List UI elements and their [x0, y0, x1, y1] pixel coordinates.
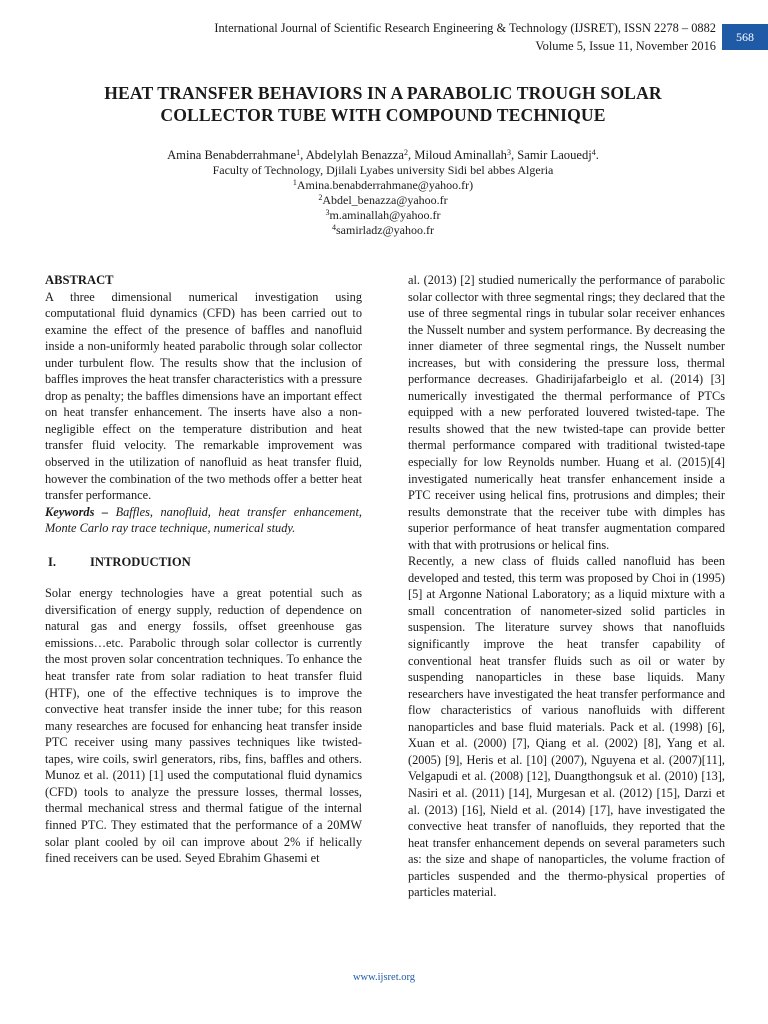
email-mark: 3 — [325, 208, 330, 217]
author-name: Samir Laouedj — [517, 148, 592, 162]
author-list — [40, 147, 726, 163]
email-3[interactable] — [40, 208, 726, 223]
author-3 — [414, 148, 517, 162]
email-address[interactable]: samirladz@yahoo.fr — [335, 223, 434, 237]
author-separator: , — [510, 148, 518, 162]
abstract-heading: ABSTRACT — [45, 273, 114, 287]
introduction-paragraph-2: al. (2013) [2] studied numerically the performance of parabolic solar collector with three segmental rings; they declared that the use of three segmental rings in tubular solar receiver enhances the Nusselt number and system performance. By decreasing the inner diameter of three segmental rings, the Nusselt number increases, but with considering the pressure loss, thermal performance decreases. Ghadirijafarbeiglo et al. (2014) [3] numerically investigated the thermal performance of PTCs equipped with a new perforated louvered twisted-tape. The results showed that the new twisted-tape can provide better thermal performance compared with traditional twisted-tape especially for low Reynolds number. Huang et al. (2015)[4] investigated numerically heat transfer enhancement inside a PTC receiver using helical fins, protrusions and dimples; their results demonstrate that the receiver tube with dimples has superior performance of heat transfer augmentation compared with that with protrusions or helical fins. — [408, 273, 725, 552]
email-4[interactable] — [40, 223, 726, 238]
introduction-paragraph-1: Solar energy technologies have a great potential such as diversification of energy supply, reduction of dependence on natural gas and energy fossils, offset greenhouse gas emissions…etc. Parabolic through solar collector is currently the most proven solar concentration techniques. To enhance the heat transfer rate from solar radiation to heat transfer fluid (HTF), one of the effective techniques is to improve the convective heat transfer inside the inner tube; for this reason many researches are focused for enhancing heat transfer inside PTC receiver using many passives techniques like twisted-tapes, wire coils, swirl generators, ribs, fins, baffles and others. Munoz et al. (2011) [1] used the computational fluid dynamics (CFD) tools to analyze the pressure losses, thermal losses, thermal mechanical stress and thermal fatigue of the internal finned PTC. They estimated that the performance of a 20MW solar plant cooled by oil can improve about 2% if helically fined receivers can be used. Seyed Ebrahim Ghasemi et — [45, 586, 362, 866]
email-mark: 2 — [318, 193, 323, 202]
volume-info: Volume 5, Issue 11, November 2016 — [535, 39, 716, 53]
author-mark: 2 — [403, 148, 408, 157]
paper-title — [40, 82, 726, 126]
email-mark: 4 — [331, 223, 336, 232]
author-4 — [517, 148, 599, 162]
section-number: I. — [48, 554, 57, 569]
email-address[interactable]: m.aminallah@yahoo.fr — [329, 208, 441, 222]
author-name: Miloud Aminallah — [414, 148, 507, 162]
title-line-2: COLLECTOR TUBE WITH COMPOUND TECHNIQUE — [160, 105, 606, 125]
page-number-badge: 568 — [722, 24, 768, 50]
email-address[interactable]: Abdel_benazza@yahoo.fr — [322, 193, 448, 207]
title-line-1: HEAT TRANSFER BEHAVIORS IN A PARABOLIC TROUGH SOLAR — [104, 83, 662, 103]
abstract-text: A three dimensional numerical investigation using computational fluid dynamics (CFD) has been carried out to examine the effect of the presence of baffles and nanofluid inside a non-uniformly heated parabolic through solar collector under turbulent flow. The results show that the inclusion of baffles improves the heat transfer characteristics with a pressure drop as penalty; the baffles dimensions have an important effect on heat transfer enhancement. The inserts have also a non-negligible effect on the temperature distribution and heat transfer fluid velocity. The remarkable improvement was observed in the utilization of nanofluid as heat transfer fluid, however the combination of the two methods offer a better heat transfer performance. — [45, 289, 362, 503]
author-separator: . — [595, 148, 599, 162]
author-separator: , — [407, 148, 415, 162]
author-name: Amina Benabderrahmane — [167, 148, 297, 162]
email-2[interactable] — [40, 193, 726, 208]
introduction-paragraph-3: Recently, a new class of fluids called nanofluid has been developed and tested, this term was proposed by Choi in (1995) [5] at Argonne National Laboratory; as a liquid mixture with a small concentration of nanometer-sized solid particles in suspension. The literature survey shows that nanofluids significantly improve the heat transfer capability of conventional heat transfer fluids such as oil or water by suspending nanoparticles in these base liquids. Many researchers have investigated the heat transfer performance and flow characteristics of various nanofluids with different nanoparticles and base fluid materials. Pack et al. (1998) [6], Xuan et al. (2000) [7], Qiang et al. (2002) [8], Yang et al. (2005) [9], Heris et al. [10] (2007), Nguyena et al. (2007)[11], Velgapudi et al. (2008) [12], Duangthongsuk et al. (2010) [13], Nasiri et al. (2011) [14], Murgesan et al. (2012) [15], Darzi et al. (2013) [16], Nield et al. (2014) [17], have investigated the convective heat transfer of nanofluids, they reported that the heat transfer enhancement depends on several parameters such as: the size and shape of nanoparticles, the volume fraction of particles suspended and the thermo-physical properties of particles material. — [408, 554, 725, 900]
author-2 — [306, 148, 415, 162]
keywords — [45, 504, 362, 537]
left-column — [45, 272, 362, 867]
author-mark: 4 — [591, 148, 596, 157]
keywords-text: Baffles, nanofluid, heat transfer enhancement, Monte Carlo ray trace technique, numerical study. — [45, 504, 362, 536]
affiliation: Faculty of Technology, Djilali Lyabes university Sidi bel abbes Algeria — [212, 163, 554, 177]
email-mark: 1 — [292, 178, 297, 187]
footer-link[interactable]: www.ijsret.org — [352, 972, 416, 983]
author-name: Abdelylah Benazza — [305, 148, 404, 162]
right-column — [408, 272, 725, 901]
author-mark: 1 — [296, 148, 301, 157]
keywords-label: Keywords – — [45, 504, 109, 519]
section-title: INTRODUCTION — [90, 554, 191, 569]
email-1[interactable] — [40, 178, 726, 193]
author-separator: , — [300, 148, 306, 162]
author-mark: 3 — [506, 148, 511, 157]
email-address[interactable]: Amina.benabderrahmane@yahoo.fr) — [296, 178, 474, 192]
author-1 — [167, 148, 306, 162]
introduction-heading — [45, 554, 362, 571]
journal-header: International Journal of Scientific Research Engineering & Technology (IJSRET), ISSN 2278 – 0882 — [214, 21, 716, 35]
